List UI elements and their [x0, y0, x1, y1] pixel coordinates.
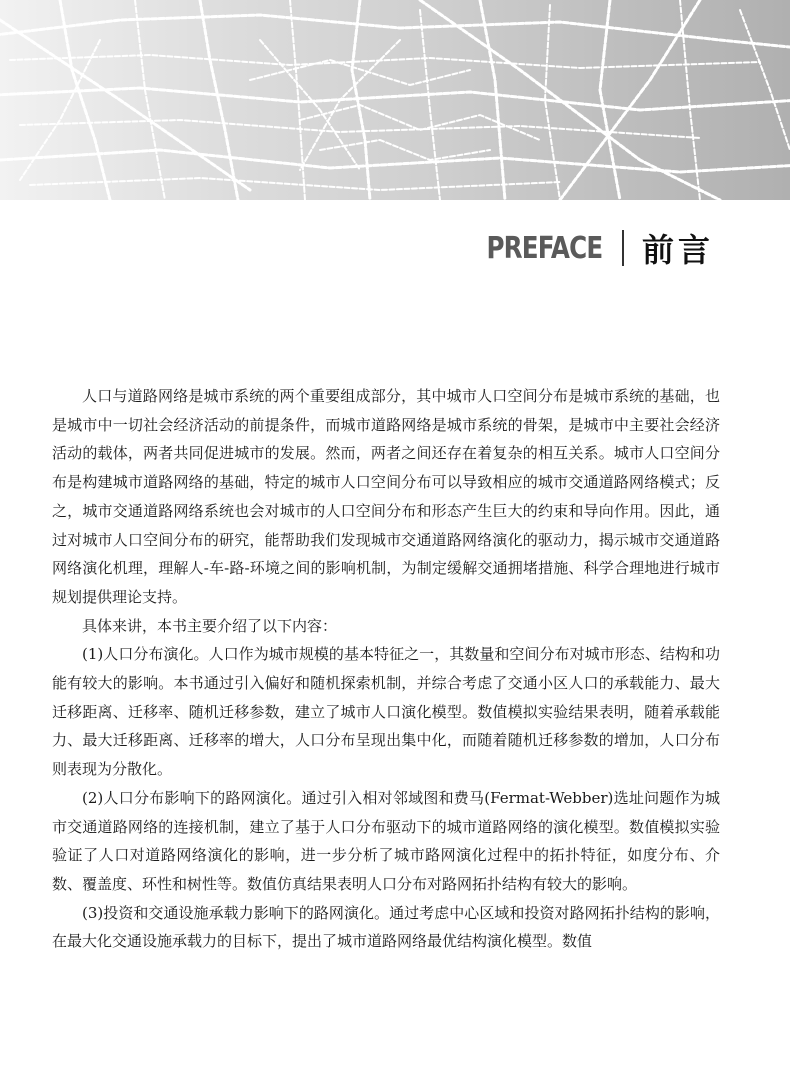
paragraph: 具体来讲，本书主要介绍了以下内容： [82, 616, 338, 635]
paragraph: (3)投资和交通设施承载力影响下的路网演化。通过考虑中心区域和投资对路网拓扑结构的影响，在最大化交通设施承载力的目标下，提出了城市道路网络最优结构演化模型。数值 [52, 903, 720, 951]
title-divider [622, 230, 624, 266]
preface-body [52, 382, 720, 956]
paragraph: (1)人口分布演化。人口作为城市规模的基本特征之一，其数量和空间分布对城市形态、结构和功能有较大的影响。本书通过引入偏好和随机探索机制，并综合考虑了交通小区人口的承载能力、最大迁移距离、迁移率、随机迁移参数，建立了城市人口演化模型。数值模拟实验结果表明，随着承载能力、最大迁移距离、迁移率的增大，人口分布呈现出集中化，而随着随机迁移参数的增加，人口分布则表现为分散化。 [52, 645, 720, 779]
paragraph: (2)人口分布影响下的路网演化。通过引入相对邻域图和费马(Fermat-Webber)选址问题作为城市交通道路网络的连接机制，建立了基于人口分布驱动下的城市道路网络的演化模型。数值模拟实验验证了人口对道路网络演化的影响，进一步分析了城市路网演化过程中的拓扑特征，如度分布、介数、覆盖度、环性和树性等。数值仿真结果表明人口分布对路网拓扑结构有较大的影响。 [52, 788, 720, 893]
paragraph: 人口与道路网络是城市系统的两个重要组成部分，其中城市人口空间分布是城市系统的基础，也是城市中一切社会经济活动的前提条件，而城市道路网络是城市系统的骨架，是城市中主要社会经济活动的载体，两者共同促进城市的发展。然而，两者之间还存在着复杂的相互关系。城市人口空间分布是构建城市道路网络的基础，特定的城市人口空间分布可以导致相应的城市交通道路网络模式；反之，城市交通道路网络系统也会对城市的人口空间分布和形态产生巨大的约束和导向作用。因此，通过对城市人口空间分布的研究，能帮助我们发现城市交通道路网络演化的驱动力，揭示城市交通道路网络演化机理，理解人-车-路-环境之间的影响机制，为制定缓解交通拥堵措施、科学合理地进行城市规划提供理论支持。 [52, 387, 720, 606]
header-street-map-banner [0, 0, 790, 200]
title-chinese: 前言 [641, 231, 714, 269]
title-english: PREFACE [486, 230, 602, 266]
chapter-title [461, 226, 714, 270]
street-map-graphic [0, 0, 790, 200]
